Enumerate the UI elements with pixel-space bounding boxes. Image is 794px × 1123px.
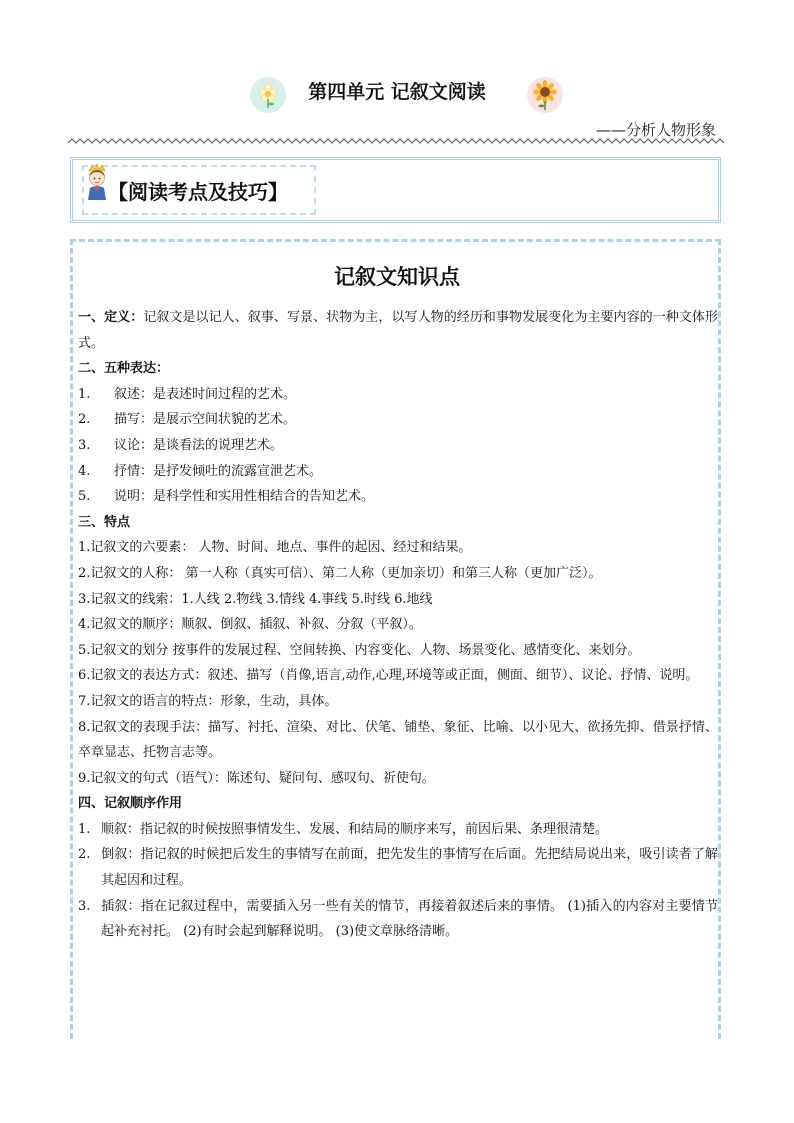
right-icon-circle	[527, 77, 563, 113]
item-number: 9.	[78, 770, 91, 786]
definition-heading: 一、定义：	[78, 310, 144, 325]
item-text: 记叙文的表现手法：描写、衬托、渲染、对比、伏笔、铺垫、象征、比喻、以小见大、欲扬先抑、借景抒情、卒章显志、托物言志等。	[78, 719, 718, 761]
list-item	[78, 638, 718, 664]
item-text: 议论：是谈看法的说理艺术。	[114, 437, 284, 453]
item-text: 记叙文的语言的特点：形象，生动，具体。	[90, 693, 338, 709]
item-number: 1.	[78, 821, 91, 837]
list-item	[78, 842, 718, 893]
zigzag-divider	[68, 137, 724, 147]
list-item	[78, 484, 718, 510]
item-text: 描写：是展示空间状貌的艺术。	[114, 412, 297, 428]
list-item	[78, 689, 718, 715]
item-text: 说明：是科学性和实用性相结合的告知艺术。	[114, 489, 375, 505]
list-item	[78, 459, 718, 485]
item-text: 倒叙：指记叙的时候把后发生的事情写在前面，把先发生的事情写在后面。先把结局说出来，吸引读者了解其起因和过程。	[101, 847, 718, 889]
item-number: 8.	[78, 719, 91, 735]
item-number: 4.	[78, 463, 91, 479]
features-heading: 三、特点	[78, 514, 131, 530]
item-number: 5.	[78, 489, 91, 505]
item-text: 叙述：是表述时间过程的艺术。	[114, 386, 297, 402]
list-item	[78, 382, 718, 408]
item-text: 记叙文的句式（语气）：陈述句、疑问句、感叹句、祈使句。	[90, 770, 435, 786]
section-label: 【阅读考点及技巧】	[108, 180, 288, 204]
list-item	[78, 663, 718, 689]
item-text: 记叙文的顺序：顺叙、倒叙、插叙、补叙、分叙（平叙）。	[90, 617, 422, 633]
page-title: 第四单元 记叙文阅读	[308, 81, 486, 103]
item-number: 5.	[78, 642, 91, 658]
item-text: 插叙：指在记叙过程中，需要插入另一些有关的情节，再接着叙述后来的事情。 (1)插入的内容对主要情节起补充衬托。 (2)有时会起到解释说明。 (3)使文章脉络清晰。	[101, 898, 718, 940]
item-text: 记叙文的表达方式：叙述、描写（肖像,语言,动作,心理,环境等或正面，侧面、细节）、议论、抒情、说明。	[90, 668, 699, 684]
item-text: 记叙文的线索：1.人线 2.物线 3.情线 4.事线 5.时线 6.地线	[90, 591, 433, 607]
list-item	[78, 587, 718, 613]
item-number: 3.	[78, 591, 91, 607]
list-item	[78, 766, 718, 792]
sunflower-icon	[527, 77, 563, 113]
page-header	[0, 80, 794, 107]
item-number: 2.	[78, 412, 91, 428]
item-text: 记叙文的六要素： 人物、时间、地点、事件的起因、经过和结果。	[90, 540, 472, 556]
item-text: 记叙文的划分 按事件的发展过程、空间转换、内容变化、人物、场景变化、感情变化、来划分。	[90, 642, 641, 658]
definition-text: 记叙文是以记人、叙事、写景、状物为主，以写人物的经历和事物发展变化为主要内容的一种文体形式。	[78, 310, 718, 351]
list-item	[78, 817, 718, 843]
item-text: 抒情：是抒发倾吐的流露宣泄艺术。	[114, 463, 323, 479]
list-item	[78, 894, 718, 945]
item-number: 4.	[78, 617, 91, 633]
content-body	[78, 305, 718, 945]
list-item	[78, 612, 718, 638]
item-number: 3.	[78, 437, 91, 453]
item-number: 3.	[78, 898, 91, 914]
item-number: 2.	[78, 847, 91, 863]
five-expressions-heading: 二、五种表达：	[78, 361, 170, 377]
list-item	[78, 433, 718, 459]
list-item	[78, 561, 718, 587]
definition-paragraph	[78, 305, 718, 356]
item-number: 1.	[78, 386, 91, 402]
item-text: 顺叙：指记叙的时候按照事情发生、发展、和结局的顺序来写，前因后果、条理很清楚。	[101, 821, 609, 837]
boy-avatar-icon	[84, 162, 110, 202]
item-number: 6.	[78, 668, 91, 684]
page-subtitle: ——分析人物形象	[595, 121, 716, 139]
list-item	[78, 535, 718, 561]
item-number: 2.	[78, 565, 91, 581]
list-item	[78, 715, 718, 766]
order-heading: 四、记叙顺序作用	[78, 796, 183, 812]
item-number: 7.	[78, 693, 91, 709]
list-item	[78, 407, 718, 433]
item-text: 记叙文的人称： 第一人称（真实可信）、第二人称（更加亲切）和第三人称（更加广泛）。	[90, 565, 602, 581]
item-number: 1.	[78, 540, 91, 556]
content-title: 记叙文知识点	[334, 265, 460, 289]
